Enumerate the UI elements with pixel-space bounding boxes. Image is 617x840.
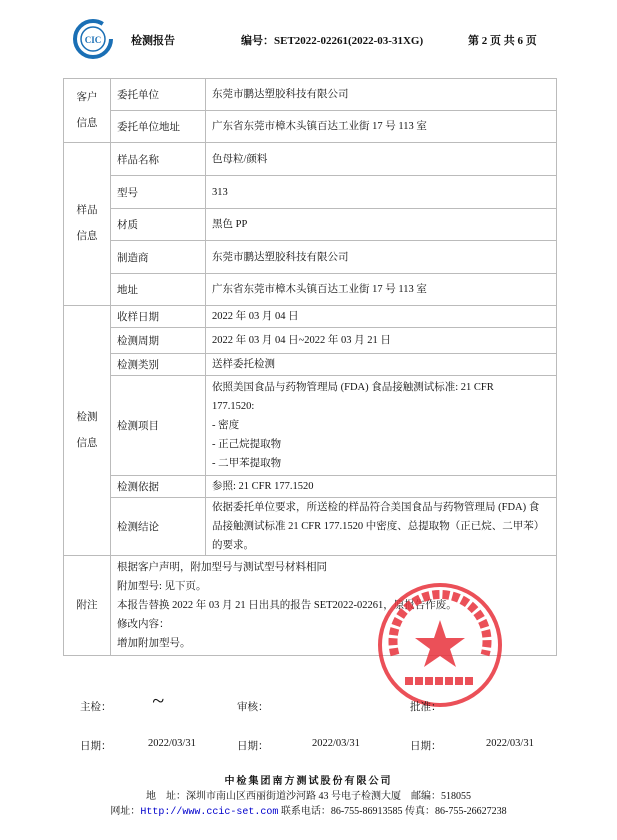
field-label: 检测周期	[111, 328, 206, 354]
value-line: - 二甲苯提取物	[212, 458, 282, 469]
note-line: 增加附加型号。	[117, 638, 191, 649]
field-label: 检测结论	[111, 498, 206, 556]
field-value	[206, 498, 557, 556]
value-line: 依照美国食品与药物管理局 (FDA) 食品接触测试标准: 21 CFR	[212, 382, 494, 393]
date-label-3: 日期：	[410, 741, 442, 752]
date-2: 2022/03/31	[312, 738, 360, 749]
phone-fax: 联系电话：86-755-86913585 传真：86-755-26627238	[278, 806, 507, 817]
note-line: 修改内容：	[117, 619, 170, 630]
field-value	[206, 354, 557, 376]
value-line: 的要求。	[212, 540, 254, 551]
field-label: 检测项目	[111, 376, 206, 476]
value-line: 品接触测试标准 21 CFR 177.1520 中密度、总提取物（正已烷、二甲苯）	[212, 521, 545, 532]
date-1: 2022/03/31	[148, 738, 196, 749]
note-group-label: 附注	[64, 556, 111, 656]
web-label: 网址：	[110, 806, 141, 817]
svg-text:CIC: CIC	[84, 35, 102, 45]
field-value: 色母粒/颜料	[206, 143, 557, 176]
info-table	[63, 78, 557, 656]
footer-contact	[0, 804, 617, 820]
field-value	[206, 476, 557, 498]
table-row	[64, 328, 557, 354]
table-row	[64, 111, 557, 143]
field-label: 地址	[111, 274, 206, 306]
field-value	[206, 306, 557, 328]
field-value: 广东省东莞市樟木头镇百达工业街 17 号 113 室	[206, 111, 557, 143]
value-line: 2022 年 03 月 04 日~2022 年 03 月 21 日	[212, 335, 391, 346]
website-link[interactable]: Http://www.ccic-set.com	[140, 807, 279, 818]
report-number: 编号：SET2022-02261(2022-03-31XG)	[241, 35, 424, 47]
field-label: 制造商	[111, 241, 206, 274]
field-value: 东莞市鹏达塑胶科技有限公司	[206, 79, 557, 111]
field-value: 东莞市鹏达塑胶科技有限公司	[206, 241, 557, 274]
value-line: 参照: 21 CFR 177.1520	[212, 481, 314, 492]
approver-label: 批准：	[410, 702, 442, 713]
sample-group-label: 样品 信息	[64, 143, 111, 306]
date-3: 2022/03/31	[486, 738, 534, 749]
value-line: 依据委托单位要求，所送检的样品符合美国食品与药物管理局 (FDA) 食	[212, 502, 540, 513]
inspector-signature: ~	[152, 688, 164, 713]
field-value: 313	[206, 176, 557, 209]
date-label-2: 日期：	[237, 741, 269, 752]
field-label: 型号	[111, 176, 206, 209]
value-line: - 正己烷提取物	[212, 439, 282, 450]
cic-logo	[72, 18, 114, 60]
field-value	[206, 328, 557, 354]
table-row	[64, 241, 557, 274]
inspector-label: 主检：	[80, 702, 112, 713]
field-label: 检测类别	[111, 354, 206, 376]
official-stamp	[375, 580, 505, 710]
footer-address: 地 址：深圳市南山区西丽街道沙河路 43 号电子检测大厦 邮编：518055	[146, 791, 471, 802]
doc-title: 检测报告	[131, 35, 175, 47]
table-row	[64, 306, 557, 328]
table-row	[64, 176, 557, 209]
field-label: 收样日期	[111, 306, 206, 328]
value-line: 2022 年 03 月 04 日	[212, 311, 299, 322]
table-row	[64, 79, 557, 111]
date-label-1: 日期：	[80, 741, 112, 752]
customer-group-label: 客户 信息	[64, 79, 111, 143]
table-row	[64, 209, 557, 241]
note-line: 附加型号: 见下页。	[117, 581, 207, 592]
table-row	[64, 476, 557, 498]
page-number: 第 2 页 共 6 页	[468, 35, 537, 47]
test-group-label: 检测 信息	[64, 306, 111, 556]
table-row	[64, 354, 557, 376]
table-row	[64, 143, 557, 176]
field-label: 样品名称	[111, 143, 206, 176]
table-row	[64, 376, 557, 476]
field-value: 黑色 PP	[206, 209, 557, 241]
reviewer-label: 审核：	[237, 702, 269, 713]
table-row	[64, 498, 557, 556]
footer-company: 中检集团南方测试股份有限公司	[224, 776, 393, 787]
field-value: 广东省东莞市樟木头镇百达工业街 17 号 113 室	[206, 274, 557, 306]
field-label: 委托单位地址	[111, 111, 206, 143]
value-line: 177.1520:	[212, 401, 255, 412]
field-label: 材质	[111, 209, 206, 241]
field-label: 委托单位	[111, 79, 206, 111]
value-line: - 密度	[212, 420, 240, 431]
field-label: 检测依据	[111, 476, 206, 498]
field-value	[206, 376, 557, 476]
note-line: 根据客户声明，附加型号与测试型号材料相同	[117, 562, 327, 573]
table-row	[64, 274, 557, 306]
note-line: 本报告替换 2022 年 03 月 21 日出具的报告 SET2022-02261，原报告作废。	[117, 600, 457, 611]
value-line: 送样委托检测	[212, 359, 275, 370]
